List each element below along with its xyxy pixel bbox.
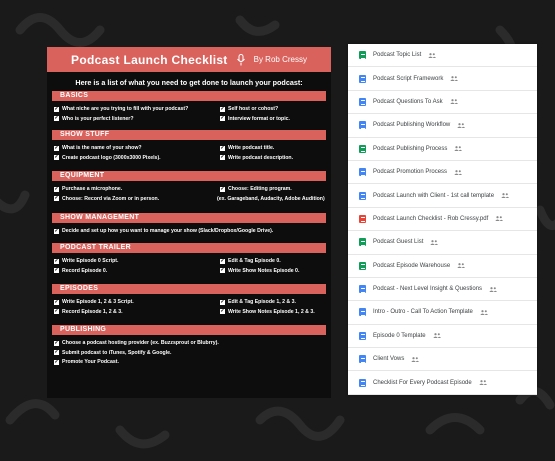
file-name: Podcast Questions To Ask <box>373 98 443 105</box>
shared-people-icon <box>430 240 438 245</box>
doc-file-icon <box>359 332 366 340</box>
checklist-item-label: Write Show Notes Episode 1, 2 & 3. <box>228 308 315 315</box>
section-header: PUBLISHING <box>52 325 326 335</box>
checklist-item-label: Edit & Tag Episode 0. <box>228 258 281 264</box>
checklist-item-label: Choose a podcast hosting provider (ex. Buzzsprout or Blubrry). <box>62 340 219 346</box>
checklist-item <box>220 116 290 122</box>
doc-file-icon <box>359 308 366 316</box>
checklist-item-label: Choose: Editing program. <box>228 186 292 192</box>
shared-people-icon <box>454 146 462 151</box>
section-header: EPISODES <box>52 284 326 294</box>
checkbox-checked-icon[interactable]: ✓ <box>54 349 59 355</box>
checklist-item-label: Write podcast description. <box>228 154 294 161</box>
checkbox-checked-icon[interactable]: ✓ <box>54 227 59 234</box>
checklist-item-label: Edit & Tag Episode 1, 2 & 3. <box>228 299 296 305</box>
checkbox-checked-icon[interactable]: ✓ <box>54 358 59 365</box>
checklist-item <box>217 196 325 202</box>
checklist-title: Podcast Launch Checklist <box>71 52 228 67</box>
shared-people-icon <box>457 263 465 268</box>
checkbox-checked-icon[interactable]: ✓ <box>220 308 225 314</box>
file-row[interactable] <box>348 184 537 207</box>
file-name: Podcast - Next Level Insight & Questions <box>373 286 483 293</box>
file-name: Checklist For Every Podcast Episode <box>373 379 472 386</box>
checklist-item <box>220 299 296 305</box>
checkbox-checked-icon[interactable]: ✓ <box>54 105 59 112</box>
checklist-item-label: Submit podcast to iTunes, Spotify & Google. <box>62 349 172 356</box>
shared-people-icon <box>428 53 436 58</box>
checklist-item-label: Record Episode 0. <box>62 267 108 274</box>
checklist-item <box>220 145 274 151</box>
file-name: Intro - Outro - Call To Action Template <box>373 309 473 316</box>
file-row[interactable] <box>348 278 537 301</box>
shared-people-icon <box>450 99 458 104</box>
checklist-item-label: Write podcast title. <box>228 145 275 151</box>
checklist-item-label: Write Episode 0 Script. <box>62 258 119 264</box>
file-row[interactable] <box>348 301 537 324</box>
file-row[interactable] <box>348 371 537 394</box>
sheet-file-icon <box>359 51 366 59</box>
doc-file-icon <box>359 75 366 83</box>
checklist-item-label: Record Episode 1, 2 & 3. <box>62 308 123 315</box>
podcast-checklist <box>47 47 331 398</box>
section-items <box>52 253 326 281</box>
checklist-item <box>54 359 119 365</box>
section-items <box>52 335 326 369</box>
checklist-item <box>54 228 273 234</box>
file-row[interactable] <box>348 208 537 231</box>
checklist-item-label: What is the name of your show? <box>62 145 142 151</box>
file-name: Podcast Launch Checklist - Rob Cressy.pdf <box>373 215 489 222</box>
section-header: SHOW STUFF <box>52 130 326 140</box>
shared-people-icon <box>489 287 497 292</box>
checkbox-checked-icon[interactable]: ✓ <box>54 185 59 192</box>
checkbox-checked-icon[interactable]: ✓ <box>220 154 225 160</box>
checklist-item-label: Write Episode 1, 2 & 3 Script. <box>62 299 134 305</box>
checklist-item <box>54 106 188 112</box>
checklist-item-label: Who is your perfect listener? <box>62 115 134 122</box>
shared-people-icon <box>411 357 419 362</box>
checkbox-checked-icon[interactable]: ✓ <box>54 115 59 121</box>
checklist-header <box>47 47 331 72</box>
checklist-item <box>220 268 299 274</box>
checklist-item-label: Promote Your Podcast. <box>62 359 119 365</box>
checkbox-checked-icon[interactable]: ✓ <box>220 267 225 273</box>
section-header: PODCAST TRAILER <box>52 243 326 253</box>
checklist-item <box>54 116 134 122</box>
checkbox-checked-icon[interactable]: ✓ <box>220 257 225 264</box>
checklist-item-label: Purchase a microphone. <box>62 186 123 192</box>
file-row[interactable] <box>348 161 537 184</box>
checklist-item <box>220 258 281 264</box>
checkbox-checked-icon[interactable]: ✓ <box>54 267 59 273</box>
checklist-item-label: Decide and set up how you want to manage your show (Slack/Dropbox/Google Drive). <box>62 228 274 234</box>
section-items <box>52 181 326 210</box>
microphone-icon <box>236 54 246 66</box>
section-header: EQUIPMENT <box>52 171 326 181</box>
checklist-intro: Here is a list of what you need to get done to launch your podcast: <box>75 78 303 87</box>
checkbox-checked-icon[interactable]: ✓ <box>54 257 59 264</box>
file-row[interactable] <box>348 114 537 137</box>
file-name: Podcast Launch with Client - 1st call template <box>373 192 495 199</box>
file-name: Podcast Publishing Process <box>373 145 448 152</box>
shared-people-icon <box>450 76 458 81</box>
checklist-item <box>220 155 293 161</box>
shared-people-icon <box>479 380 487 385</box>
checkbox-checked-icon[interactable]: ✓ <box>220 298 225 305</box>
file-row[interactable] <box>348 67 537 90</box>
checklist-item <box>220 186 292 192</box>
file-name: Podcast Episode Warehouse <box>373 262 451 269</box>
section-items <box>52 140 326 168</box>
checklist-item <box>220 309 315 315</box>
file-name: Podcast Promotion Process <box>373 169 448 176</box>
checklist-item-label: (ex. Garageband, Audacity, Adobe Audition) <box>217 195 325 202</box>
checkbox-checked-icon[interactable]: ✓ <box>54 195 59 201</box>
shared-people-icon <box>454 170 462 175</box>
file-name: Podcast Script Framework <box>373 75 444 82</box>
doc-file-icon <box>359 355 366 363</box>
sheet-file-icon <box>359 145 366 153</box>
shared-people-icon <box>480 310 488 315</box>
checklist-item <box>54 186 122 192</box>
checklist-item <box>54 268 107 274</box>
checklist-sections <box>47 91 331 369</box>
file-row[interactable] <box>348 91 537 114</box>
checklist-item-label: Self host or cohost? <box>228 106 279 112</box>
checklist-item <box>54 299 134 305</box>
section-header: BASICS <box>52 91 326 101</box>
checklist-item <box>54 196 159 202</box>
file-row[interactable] <box>348 348 537 371</box>
checkbox-checked-icon[interactable]: ✓ <box>54 298 59 305</box>
shared-people-icon <box>433 333 441 338</box>
file-row[interactable] <box>348 325 537 348</box>
checklist-item-label: What niche are you trying to fill with your podcast? <box>62 106 189 112</box>
checklist-item <box>54 145 142 151</box>
checklist-item-label: Interview format or topic. <box>228 115 290 122</box>
section-header: SHOW MANAGEMENT <box>52 213 326 223</box>
file-name: Podcast Guest List <box>373 239 424 246</box>
checkbox-checked-icon[interactable]: ✓ <box>220 105 225 112</box>
checklist-author: By Rob Cressy <box>253 55 307 64</box>
checklist-item-label: Create podcast logo (3000x3000 Pixels). <box>62 154 161 161</box>
doc-file-icon <box>359 121 366 129</box>
checkbox-checked-icon[interactable]: ✓ <box>54 308 59 314</box>
section-items <box>52 101 326 127</box>
checklist-item <box>220 106 278 112</box>
checklist-item <box>54 309 123 315</box>
file-row[interactable] <box>348 44 537 67</box>
file-row[interactable] <box>348 231 537 254</box>
doc-file-icon <box>359 168 366 176</box>
checklist-item <box>54 155 161 161</box>
sheet-file-icon <box>359 262 366 270</box>
checklist-item-label: Write Show Notes Episode 0. <box>228 267 300 274</box>
section-items <box>52 294 326 322</box>
file-name: Podcast Topic List <box>373 52 422 59</box>
file-name: Client Vows <box>373 356 405 363</box>
drive-file-list <box>348 44 537 395</box>
shared-people-icon <box>495 216 503 221</box>
file-name: Podcast Publishing Workflow <box>373 122 451 129</box>
checkbox-checked-icon[interactable]: ✓ <box>220 144 225 151</box>
file-name: Episode 0 Template <box>373 332 426 339</box>
checklist-item-label: Choose: Record via Zoom or in person. <box>62 195 160 202</box>
checkbox-checked-icon[interactable]: ✓ <box>54 154 59 160</box>
doc-file-icon <box>359 285 366 293</box>
pdf-file-icon <box>359 215 366 223</box>
checkbox-checked-icon[interactable]: ✓ <box>54 339 59 346</box>
checkbox-checked-icon[interactable]: ✓ <box>54 144 59 151</box>
checkbox-checked-icon[interactable]: ✓ <box>220 185 225 192</box>
section-items <box>52 223 326 240</box>
checkbox-checked-icon[interactable]: ✓ <box>220 115 225 121</box>
shared-people-icon <box>501 193 509 198</box>
shared-people-icon <box>457 123 465 128</box>
checklist-item <box>54 258 118 264</box>
doc-file-icon <box>359 98 366 106</box>
checklist-item <box>54 350 171 356</box>
sheet-file-icon <box>359 238 366 246</box>
doc-file-icon <box>359 192 366 200</box>
checklist-item <box>54 340 219 346</box>
doc-file-icon <box>359 379 366 387</box>
file-row[interactable] <box>348 138 537 161</box>
file-row[interactable] <box>348 255 537 278</box>
